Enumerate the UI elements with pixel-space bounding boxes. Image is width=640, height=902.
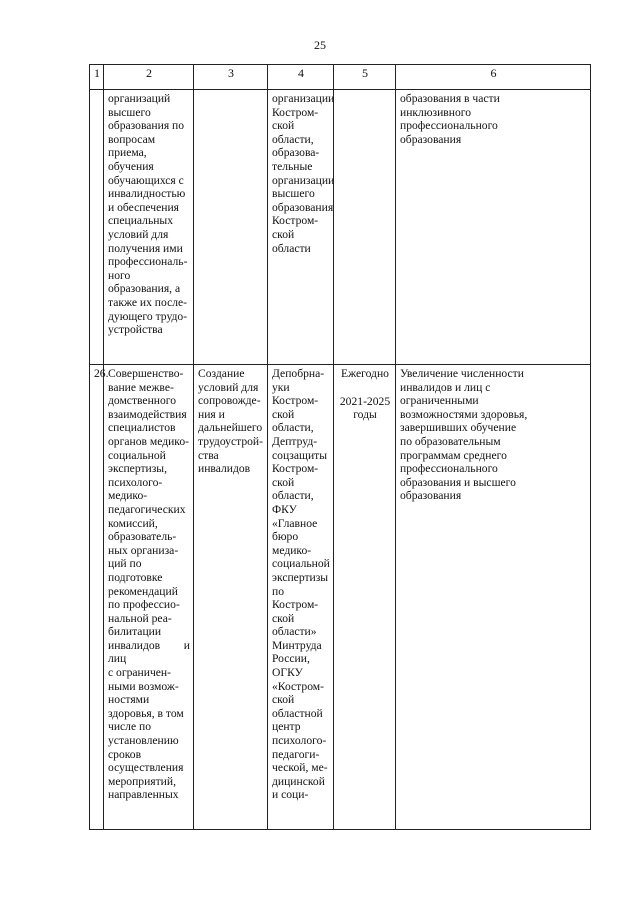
cell-line: инвалидов и лиц bbox=[108, 638, 190, 666]
cell-line: инвалидов bbox=[198, 462, 251, 476]
cell-line: образователь- bbox=[108, 530, 177, 544]
cell-line: образования bbox=[400, 132, 462, 146]
cell-line: подготовке bbox=[108, 570, 163, 584]
cell-line: ОГКУ bbox=[272, 666, 303, 680]
cell-line: медико- bbox=[108, 489, 148, 503]
cell-line: психолого- bbox=[272, 734, 327, 748]
cell-line: области, bbox=[272, 489, 314, 503]
table-row bbox=[90, 365, 591, 830]
cell-line: здоровья, в том bbox=[108, 706, 184, 720]
cell-line: специальных bbox=[108, 214, 174, 228]
cell-line: России, bbox=[272, 652, 310, 666]
header-cell-2: 2 bbox=[104, 65, 194, 90]
cell-line: вание межве- bbox=[108, 380, 174, 394]
cell-line: ской bbox=[272, 227, 295, 241]
cell-line: завершивших обучение bbox=[400, 421, 517, 435]
cell-line: профессиональ- bbox=[108, 255, 188, 269]
cell-line: инвалидов и лиц с bbox=[400, 380, 491, 394]
cell-line: бюро bbox=[272, 530, 299, 544]
cell-line: Дептруд- bbox=[272, 434, 318, 448]
cell-line: ской bbox=[272, 475, 295, 489]
cell-line: мероприятий, bbox=[108, 774, 176, 788]
deadline-years: 2021-2025 годы bbox=[339, 394, 391, 422]
cell-line: условий для bbox=[108, 227, 169, 241]
deadline-cell bbox=[334, 365, 396, 830]
cell-line: инвалидностью bbox=[108, 187, 186, 201]
cell-line: нальной реа- bbox=[108, 611, 172, 625]
cell-line: центр bbox=[272, 720, 301, 734]
cell-line: ской bbox=[272, 611, 295, 625]
cell-line: органов медико- bbox=[108, 434, 190, 448]
cell-line: социальной bbox=[272, 557, 330, 571]
cell-line: обучения bbox=[108, 159, 154, 173]
cell-line: также их после- bbox=[108, 295, 188, 309]
row-number bbox=[90, 90, 104, 365]
header-cell-1: 1 bbox=[90, 65, 104, 90]
cell-line: психолого- bbox=[108, 475, 163, 489]
deadline-frequency: Ежегодно bbox=[341, 367, 389, 380]
cell-line: образования bbox=[272, 200, 334, 214]
cell-line: ограниченными bbox=[400, 394, 479, 408]
cell-line: ций по bbox=[108, 557, 142, 571]
cell-line: Создание bbox=[198, 367, 245, 380]
deadline-cell bbox=[334, 90, 396, 365]
cell-line: Костром- bbox=[272, 105, 319, 119]
cell-line: области, bbox=[272, 421, 314, 435]
cell-line: организаций bbox=[108, 92, 171, 105]
cell-line: инклюзивного bbox=[400, 105, 472, 119]
cell-line: дальнейшего bbox=[198, 421, 263, 435]
cell-line: направленных bbox=[108, 788, 179, 802]
cell-line: установлению bbox=[108, 734, 179, 748]
cell-line: медико- bbox=[272, 543, 312, 557]
cell-line: по образовательным bbox=[400, 434, 501, 448]
cell-line: и соци- bbox=[272, 788, 309, 802]
cell-line: ческой, ме- bbox=[272, 761, 328, 775]
cell-line: педагогических bbox=[108, 502, 186, 516]
cell-line: программам среднего bbox=[400, 448, 507, 462]
cell-line: ской bbox=[272, 119, 295, 133]
measures-table bbox=[89, 64, 591, 830]
cell-line: образования по bbox=[108, 119, 185, 133]
cell-line: ния и bbox=[198, 407, 225, 421]
cell-line: образова- bbox=[272, 146, 320, 160]
cell-line: устройства bbox=[108, 323, 163, 337]
table-row bbox=[90, 90, 591, 365]
cell-line: организации bbox=[272, 92, 335, 105]
cell-line: вопросам bbox=[108, 132, 156, 146]
cell-line: комиссий, bbox=[108, 516, 158, 530]
cell-line: рекомендаций bbox=[108, 584, 178, 598]
cell-line: числе по bbox=[108, 720, 152, 734]
cell-line: Костром- bbox=[272, 462, 319, 476]
cell-line: ностями bbox=[108, 693, 150, 707]
cell-line: возможностями здоровья, bbox=[400, 407, 528, 421]
cell-line: области» bbox=[272, 625, 317, 639]
cell-line: ской bbox=[272, 693, 295, 707]
cell-line: билитации bbox=[108, 625, 162, 639]
header-cell-6: 6 bbox=[396, 65, 591, 90]
cell-line: области bbox=[272, 241, 311, 255]
row-number: 26. bbox=[90, 365, 104, 830]
cell-line: Костром- bbox=[272, 394, 319, 408]
header-cell-3: 3 bbox=[194, 65, 268, 90]
cell-line: областной bbox=[272, 706, 323, 720]
cell-line: экспертизы bbox=[272, 570, 329, 584]
cell-line: ства bbox=[198, 448, 219, 462]
cell-line: образования, а bbox=[108, 282, 181, 296]
cell-line: образования в части bbox=[400, 92, 500, 105]
cell-line: уки bbox=[272, 380, 290, 394]
cell-line: «Главное bbox=[272, 516, 318, 530]
header-row bbox=[90, 65, 591, 90]
cell-line: с ограничен- bbox=[108, 666, 171, 680]
cell-line: сроков bbox=[108, 747, 142, 761]
cell-line: по профессио- bbox=[108, 598, 180, 612]
cell-line: сопровожде- bbox=[198, 394, 261, 408]
cell-line: области, bbox=[272, 132, 314, 146]
cell-line: по Костром- bbox=[272, 584, 319, 612]
measure-cell bbox=[104, 365, 194, 830]
cell-line: образования bbox=[400, 489, 462, 503]
cell-line: высшего bbox=[272, 187, 315, 201]
cell-line: соцзащиты bbox=[272, 448, 328, 462]
cell-line: и обеспечения bbox=[108, 200, 180, 214]
cell-line: Увеличение численности bbox=[400, 367, 524, 380]
cell-line: тельные bbox=[272, 159, 313, 173]
cell-line: профессионального bbox=[400, 462, 498, 476]
executors-cell bbox=[268, 365, 334, 830]
cell-line: Костром- bbox=[272, 214, 319, 228]
cell-line: специалистов bbox=[108, 421, 176, 435]
cell-line: ными возмож- bbox=[108, 679, 179, 693]
goal-cell bbox=[194, 365, 268, 830]
cell-line: организации bbox=[272, 173, 335, 187]
cell-line: педагоги- bbox=[272, 747, 320, 761]
cell-line: трудоустрой- bbox=[198, 434, 263, 448]
cell-line: «Костром- bbox=[272, 679, 324, 693]
cell-line: ФКУ bbox=[272, 502, 297, 516]
header-cell-4: 4 bbox=[268, 65, 334, 90]
cell-line: Совершенство- bbox=[108, 367, 184, 380]
measure-cell bbox=[104, 90, 194, 365]
cell-line: высшего bbox=[108, 105, 151, 119]
cell-line: социальной bbox=[108, 448, 166, 462]
cell-line: Минтруда bbox=[272, 638, 322, 652]
cell-line: профессионального bbox=[400, 119, 498, 133]
page-number: 25 bbox=[314, 38, 326, 52]
cell-line: образования и высшего bbox=[400, 475, 516, 489]
result-cell bbox=[396, 90, 591, 365]
goal-cell bbox=[194, 90, 268, 365]
cell-line: ской bbox=[272, 407, 295, 421]
cell-line: дующего трудо- bbox=[108, 309, 188, 323]
cell-line: дицинской bbox=[272, 774, 325, 788]
cell-line: ных организа- bbox=[108, 543, 179, 557]
executors-cell bbox=[268, 90, 334, 365]
cell-line: домственного bbox=[108, 394, 177, 408]
cell-line: ного bbox=[108, 268, 131, 282]
cell-line: получения ими bbox=[108, 241, 183, 255]
cell-line: экспертизы, bbox=[108, 462, 167, 476]
cell-line: условий для bbox=[198, 380, 259, 394]
cell-line: обучающихся с bbox=[108, 173, 184, 187]
cell-line: взаимодействия bbox=[108, 407, 187, 421]
cell-line: Депобрна- bbox=[272, 367, 325, 380]
cell-line: осуществления bbox=[108, 761, 184, 775]
header-cell-5: 5 bbox=[334, 65, 396, 90]
cell-line: приема, bbox=[108, 146, 147, 160]
result-cell bbox=[396, 365, 591, 830]
